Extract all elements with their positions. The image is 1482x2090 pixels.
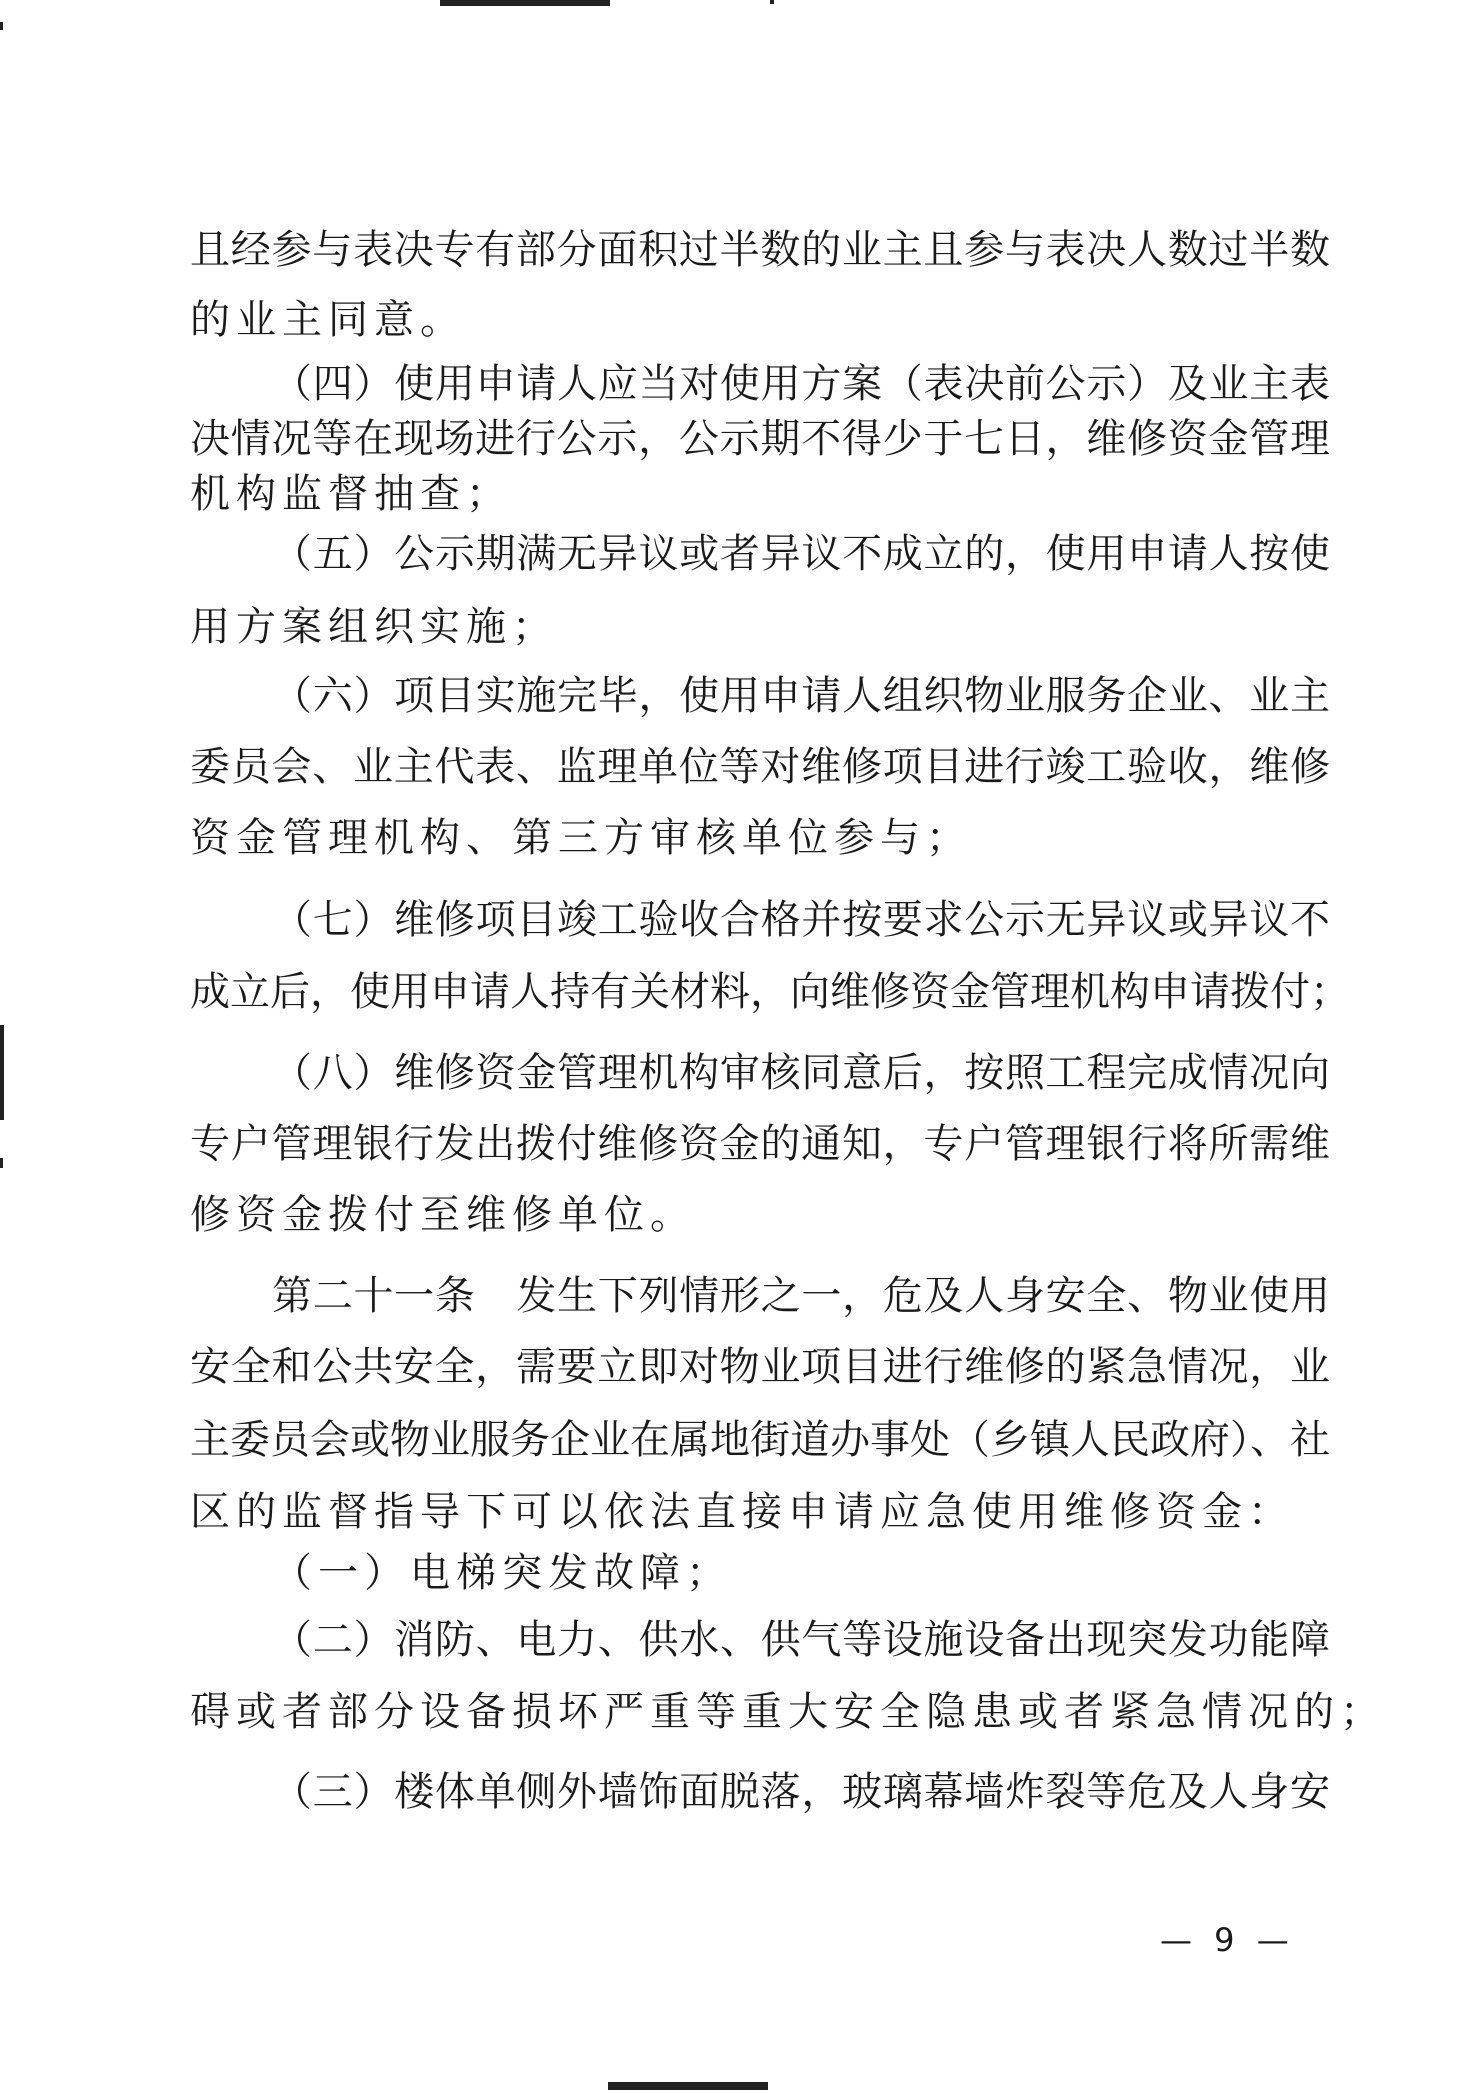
text-line-6: （五）公示期满无异议或者异议不成立的，使用申请人按使	[272, 531, 1330, 577]
text-line-12: 成立后，使用申请人持有关材料，向维修资金管理机构申请拨付；	[190, 969, 1350, 1015]
scan-artifact-left-dot	[0, 1158, 3, 1168]
text-line-7: 用方案组织实施；	[190, 604, 558, 650]
text-line-17: 安全和公共安全，需要立即对物业项目进行维修的紧急情况，业	[190, 1344, 1330, 1390]
text-line-11: （七）维修项目竣工验收合格并按要求公示无异议或异议不	[272, 897, 1330, 943]
text-line-13: （八）维修资金管理机构审核同意后，按照工程完成情况向	[272, 1050, 1330, 1096]
scan-artifact-corner	[0, 22, 3, 30]
text-line-23: （三）楼体单侧外墙饰面脱落，玻璃幕墙炸裂等危及人身安	[272, 1769, 1330, 1815]
scan-artifact-top	[440, 0, 610, 6]
page-number: — 9 —	[1160, 1921, 1295, 1959]
scan-artifact-left-edge	[0, 1025, 4, 1120]
text-line-5: 机构监督抽查；	[190, 471, 512, 517]
scan-artifact-top-dot	[770, 0, 774, 4]
text-line-19: 区的监督指导下可以依法直接申请应急使用维修资金：	[190, 1489, 1294, 1535]
text-line-22: 碍或者部分设备损坏严重等重大安全隐患或者紧急情况的；	[190, 1689, 1386, 1735]
text-line-18: 主委员会或物业服务企业在属地街道办事处（乡镇人民政府）、社	[190, 1417, 1330, 1463]
text-line-4: 决情况等在现场进行公示，公示期不得少于七日，维修资金管理	[190, 416, 1330, 462]
text-line-2: 的业主同意。	[190, 297, 466, 343]
text-line-9: 委员会、业主代表、监理单位等对维修项目进行竣工验收，维修	[190, 744, 1330, 790]
scan-artifact-bottom	[608, 2082, 768, 2090]
text-line-3: （四）使用申请人应当对使用方案（表决前公示）及业主表	[272, 361, 1330, 407]
text-line-10: 资金管理机构、第三方审核单位参与；	[190, 815, 972, 861]
text-line-20: （一）电梯突发故障；	[272, 1550, 732, 1596]
text-line-21: （二）消防、电力、供水、供气等设施设备出现突发功能障	[272, 1617, 1330, 1663]
text-line-14: 专户管理银行发出拨付维修资金的通知，专户管理银行将所需维	[190, 1121, 1330, 1167]
text-line-8: （六）项目实施完毕，使用申请人组织物业服务企业、业主	[272, 673, 1330, 719]
text-line-1: 且经参与表决专有部分面积过半数的业主且参与表决人数过半数	[190, 227, 1330, 273]
text-line-15: 修资金拨付至维修单位。	[190, 1192, 696, 1238]
text-line-16: 第二十一条 发生下列情形之一，危及人身安全、物业使用	[272, 1273, 1330, 1319]
